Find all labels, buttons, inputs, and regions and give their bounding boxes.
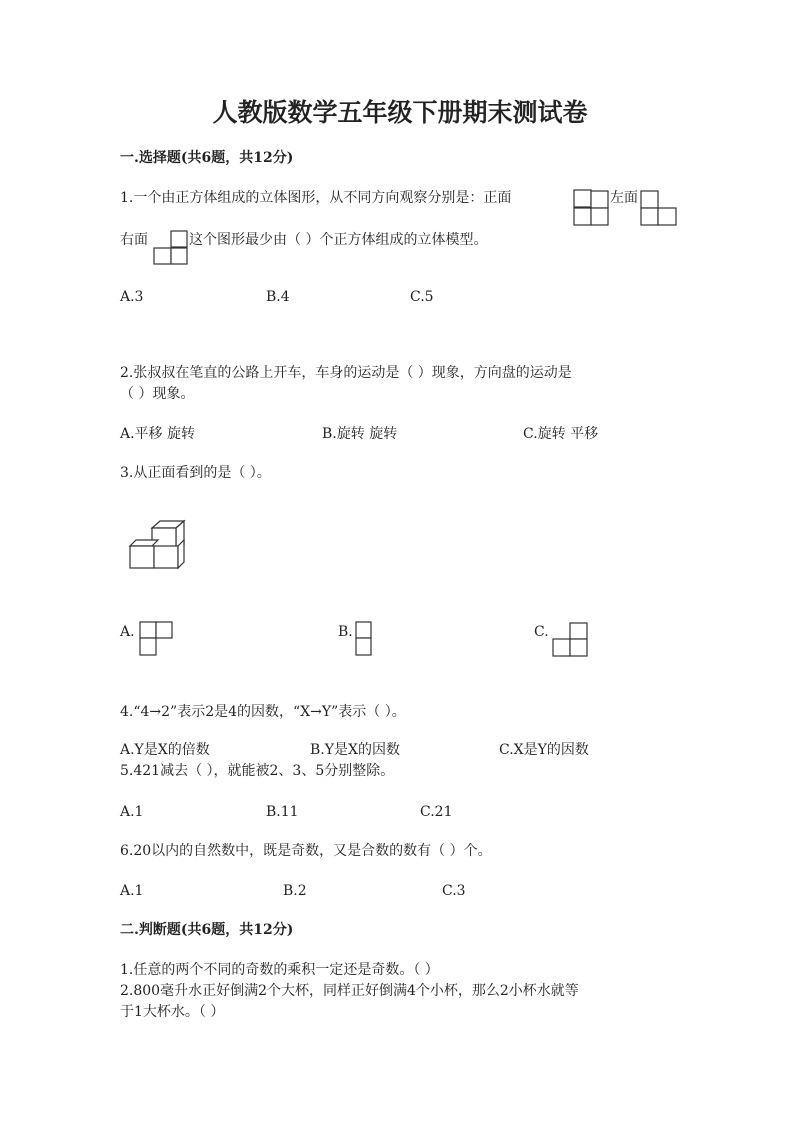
q3-option-c[interactable]: C. [534, 624, 549, 640]
q3-option-a[interactable]: A. [120, 624, 135, 640]
q1-line1: 1.一个由正方体组成的立体图形，从不同方向观察分别是：正面 [120, 190, 512, 206]
q2-option-c[interactable]: C.旋转 平移 [523, 426, 599, 442]
q1-left-label: 左面 [610, 190, 638, 206]
q4-option-a[interactable]: A.Y是X的倍数 [120, 742, 210, 758]
q1-right-view-figure [154, 231, 188, 265]
q1-right-label: 右面 [120, 232, 148, 248]
j2-line1: 2.800毫升水正好倒满2个大杯，同样正好倒满4个小杯，那么2小杯水就等 [120, 983, 579, 999]
q6-line1: 6.20以内的自然数中，既是奇数，又是合数的数有（ ）个。 [120, 843, 492, 859]
q4-line1: 4.“4→2”表示2是4的因数，“X→Y”表示（ ）。 [120, 704, 406, 720]
q1-line2: 这个图形最少由（ ）个正方体组成的立体模型。 [189, 232, 488, 248]
q4-option-b[interactable]: B.Y是X的因数 [310, 742, 400, 758]
section-heading-choice: 一.选择题(共6题，共12分) [120, 150, 294, 166]
q5-option-a[interactable]: A.1 [120, 804, 144, 820]
q3-option-b[interactable]: B. [338, 624, 353, 640]
q1-option-a[interactable]: A.3 [120, 289, 144, 305]
j2-line2: 于1大杯水。（ ） [120, 1004, 225, 1020]
j1-line1: 1.任意的两个不同的奇数的乘积一定还是奇数。（ ） [120, 962, 439, 978]
q2-line2: （ ）现象。 [120, 386, 195, 402]
q5-option-c[interactable]: C.21 [420, 804, 453, 820]
q6-option-a[interactable]: A.1 [120, 883, 144, 899]
q3-option-b-figure[interactable] [356, 622, 372, 656]
q2-option-a[interactable]: A.平移 旋转 [120, 426, 196, 442]
q6-option-b[interactable]: B.2 [283, 883, 307, 899]
q3-option-c-figure[interactable] [553, 622, 589, 658]
q5-option-b[interactable]: B.11 [266, 804, 299, 820]
page-title: 人教版数学五年级下册期末测试卷 [212, 98, 588, 127]
q5-line1: 5.421减去（ ），就能被2、3、5分别整除。 [120, 763, 395, 779]
q6-option-c[interactable]: C.3 [442, 883, 466, 899]
q1-option-c[interactable]: C.5 [410, 289, 434, 305]
q1-option-b[interactable]: B.4 [266, 289, 290, 305]
q1-front-view-figure [574, 190, 608, 226]
q3-cube-figure [128, 520, 188, 570]
q3-line1: 3.从正面看到的是（ ）。 [120, 465, 271, 481]
q3-option-a-figure[interactable] [140, 622, 174, 656]
section-heading-judgement: 二.判断题(共6题，共12分) [120, 922, 294, 938]
q2-option-b[interactable]: B.旋转 旋转 [322, 426, 398, 442]
q1-left-view-figure [641, 190, 677, 226]
q2-line1: 2.张叔叔在笔直的公路上开车，车身的运动是（ ）现象，方向盘的运动是 [120, 365, 572, 381]
q4-option-c[interactable]: C.X是Y的因数 [499, 742, 589, 758]
